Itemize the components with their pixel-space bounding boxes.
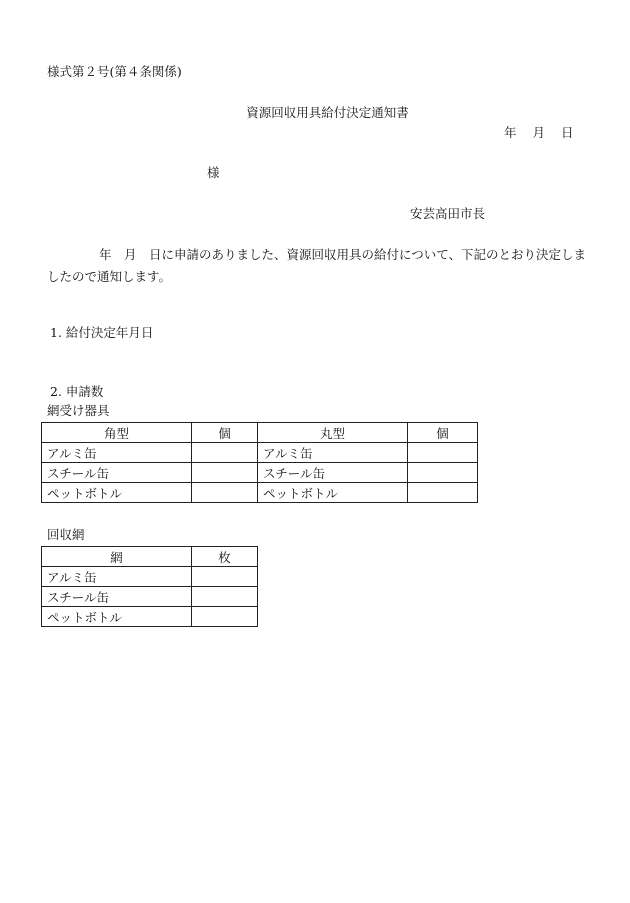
collection-net-table: [41, 546, 258, 627]
body-text: 年 月 日に申請のありました、資源回収用具の給付について、下記のとおり決定しましたので通知します。: [47, 247, 587, 284]
table-row: [42, 483, 478, 503]
document-title: 資源回収用具給付決定通知書: [246, 105, 409, 120]
table-cell: [408, 483, 478, 503]
header-square: 角型: [42, 423, 192, 443]
table-cell: [192, 483, 258, 503]
table-header-row: [42, 547, 258, 567]
header-count: 個: [192, 423, 258, 443]
table-cell: スチール缶: [42, 587, 192, 607]
table-2-label: 回収網: [47, 527, 85, 542]
table-cell: [192, 607, 258, 627]
table-row: [42, 443, 478, 463]
table-cell: ペットボトル: [258, 483, 408, 503]
table-cell: アルミ缶: [258, 443, 408, 463]
table-cell: ペットボトル: [42, 607, 192, 627]
net-device-table: [41, 422, 478, 503]
date-day: 日: [561, 125, 574, 140]
table-row: [42, 567, 258, 587]
date-year: 年: [504, 125, 517, 140]
issuer: 安芸高田市長: [410, 206, 486, 221]
header-net: 網: [42, 547, 192, 567]
table-header-row: [42, 423, 478, 443]
table-row: [42, 607, 258, 627]
header-count: 個: [408, 423, 478, 443]
header-round: 丸型: [258, 423, 408, 443]
table-cell: [192, 567, 258, 587]
header-sheets: 枚: [192, 547, 258, 567]
table-cell: [408, 463, 478, 483]
addressee-suffix: 様: [207, 165, 220, 180]
table-cell: ペットボトル: [42, 483, 192, 503]
table-cell: [192, 463, 258, 483]
table-cell: アルミ缶: [42, 567, 192, 587]
table-cell: スチール缶: [42, 463, 192, 483]
table-1-label: 網受け器具: [47, 403, 110, 418]
date-month: 月: [532, 125, 546, 140]
date-line: [504, 127, 586, 140]
table-cell: スチール缶: [258, 463, 408, 483]
table-cell: [408, 443, 478, 463]
table-cell: アルミ缶: [42, 443, 192, 463]
form-number: 様式第２号(第４条関係): [47, 64, 182, 79]
table-cell: [192, 587, 258, 607]
table-row: [42, 463, 478, 483]
table-row: [42, 587, 258, 607]
table-cell: [192, 443, 258, 463]
section-2-heading: 2. 申請数: [50, 384, 104, 399]
section-1-heading: 1. 給付決定年月日: [50, 325, 154, 340]
